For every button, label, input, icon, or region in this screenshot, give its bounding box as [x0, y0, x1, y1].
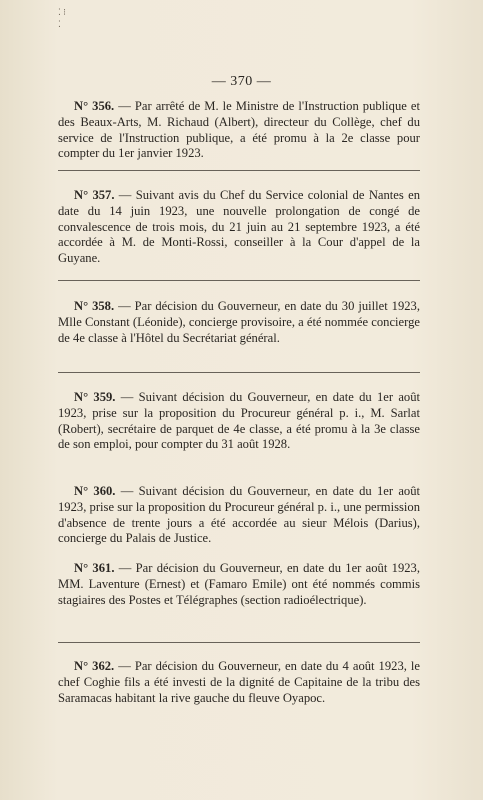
- entry-number: N° 358.: [74, 299, 115, 313]
- margin-marks: ⁚ ⁝ ⁚: [58, 7, 66, 29]
- entry-text: — Suivant décision du Gouverneur, en date du 1er août 1923, prise sur la proposition du Procureur général p. i., M. Sarlat (Robert), secrétaire de parquet de 4e classe, a été promu à la 3e classe de son emploi, pour compter du 31 août 1928.: [58, 390, 421, 452]
- entry-number: N° 360.: [74, 484, 116, 498]
- entry-text: — Suivant avis du Chef du Service colonial de Nantes en date du 14 juin 1923, une nouvelle prolongation de congé de convalescence de trois mois, du 21 juin au 21 septembre 1923, a été accordée à M. de Monti-Rossi, conseiller à la Cour d'appel de la Guyane.: [58, 188, 420, 266]
- separator-line: [58, 642, 420, 643]
- separator-line: [58, 170, 420, 171]
- entry-number: N° 362.: [74, 659, 115, 673]
- entry-text: — Suivant décision du Gouverneur, en date du 1er août 1923, prise sur la proposition du Procureur général p. i., une permission d'absence de trente jours a été accordée au sieur Mélois (Darius), concierge du Palais de Justice.: [58, 484, 421, 546]
- entry-359: [58, 390, 420, 453]
- separator-line: [58, 280, 420, 281]
- separator-line: [58, 372, 420, 373]
- page-number: — 370 —: [211, 74, 272, 89]
- entry-text: — Par arrêté de M. le Ministre de l'Instruction publique et des Beaux-Arts, M. Richaud (Albert), directeur du Collège, chef du service de l'Instruction publique, a été promu à la 2e classe pour compter du 1er janvier 1923.: [58, 99, 420, 161]
- entry-number: N° 357.: [74, 188, 115, 202]
- entry-text: — Par décision du Gouverneur, en date du 30 juillet 1923, Mlle Constant (Léonide), concierge provisoire, a été nommée concierge de 4e classe à l'Hôtel du Secrétariat général.: [58, 299, 420, 345]
- entry-356: [58, 99, 420, 162]
- entry-358: [58, 299, 420, 346]
- entry-number: N° 359.: [74, 390, 116, 404]
- entry-360: [58, 484, 420, 547]
- entry-text: — Par décision du Gouverneur, en date du 4 août 1923, le chef Coghie fils a été investi de la dignité de Capitaine de la tribu des Saramacas habitant la rive gauche du fleuve Oyapoc.: [58, 659, 420, 705]
- entry-number: N° 356.: [74, 99, 115, 113]
- entry-text: — Par décision du Gouverneur, en date du 1er août 1923, MM. Laventure (Ernest) et (Famaro Emile) ont été nommés commis stagiaires des Postes et Télégraphes (section radioélectrique).: [58, 561, 420, 607]
- entry-362: [58, 659, 420, 706]
- entry-357: [58, 188, 420, 267]
- entry-361: [58, 561, 420, 608]
- entry-number: N° 361.: [74, 561, 115, 575]
